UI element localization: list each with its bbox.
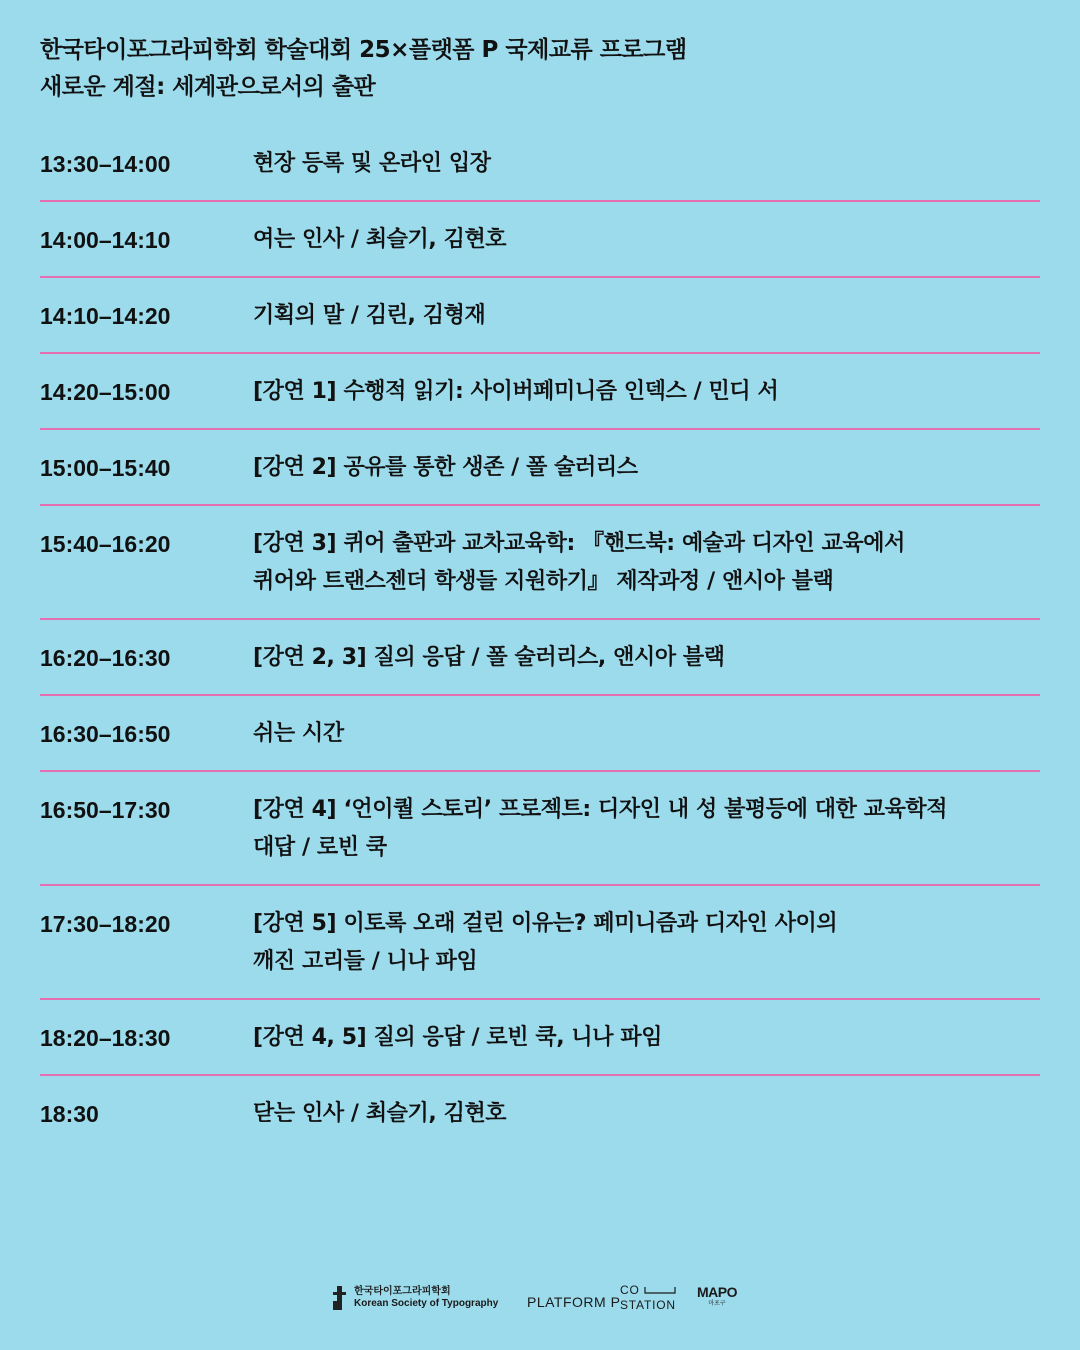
session-time: 16:20–16:30: [40, 645, 171, 671]
session-title-line: 여는 인사 / 최슬기, 김현호: [253, 227, 507, 252]
session-time: 15:00–15:40: [40, 455, 171, 481]
kst-mark-icon: [333, 1286, 346, 1310]
session-title-line: [강연 1] 수행적 읽기: 사이버페미니즘 인덱스 / 민디 서: [253, 379, 779, 404]
session-time: 18:30: [40, 1101, 99, 1127]
session-title-line: [강연 4, 5] 질의 응답 / 로빈 쿡, 니나 파임: [253, 1025, 663, 1050]
platform-p-logo: PLATFORM P: [527, 1294, 621, 1310]
mapo-sub: 마포구: [708, 1300, 726, 1307]
schedule-row: [40, 278, 1040, 354]
co-station-bracket-icon: [644, 1287, 676, 1295]
session-time: 18:20–18:30: [40, 1025, 171, 1051]
session-time: 15:40–16:20: [40, 531, 171, 557]
session-time: 16:30–16:50: [40, 721, 171, 747]
session-title-line: [강연 4] ‘언이퀄 스토리’ 프로젝트: 디자인 내 성 불평등에 대한 교육학적: [253, 797, 948, 822]
session-time: 17:30–18:20: [40, 911, 171, 937]
co-station-bottom: STATION: [620, 1298, 676, 1312]
co-station-logo: [620, 1283, 676, 1313]
page-header: [40, 32, 1040, 106]
mapo-mark: MAPO: [697, 1284, 737, 1300]
session-title-line: 퀴어와 트랜스젠더 학생들 지원하기』 제작과정 / 앤시아 블랙: [253, 569, 834, 594]
session-time: 14:00–14:10: [40, 227, 171, 253]
session-title-line: [강연 2, 3] 질의 응답 / 폴 술러리스, 앤시아 블랙: [253, 645, 725, 670]
session-time: 14:10–14:20: [40, 303, 171, 329]
session-title-line: 대답 / 로빈 쿡: [253, 835, 387, 860]
session-title: [253, 373, 1040, 411]
kst-korean-name: 한국타이포그라피학회: [354, 1286, 451, 1297]
schedule-row: [40, 620, 1040, 696]
sponsor-footer: [0, 1278, 1080, 1318]
schedule-row: [40, 354, 1040, 430]
schedule-row: [40, 696, 1040, 772]
session-title: [253, 525, 1040, 601]
session-title-line: 닫는 인사 / 최슬기, 김현호: [253, 1101, 507, 1126]
kst-english-name: Korean Society of Typography: [354, 1298, 499, 1309]
schedule-row: [40, 430, 1040, 506]
co-station-top: CO: [620, 1283, 640, 1297]
session-title: [253, 449, 1040, 487]
session-title-line: 깨진 고리들 / 니나 파임: [253, 949, 478, 974]
session-title: [253, 1019, 1040, 1057]
session-title: [253, 715, 1040, 753]
session-title: [253, 639, 1040, 677]
kst-logo: [333, 1286, 498, 1310]
session-title: [253, 905, 1040, 981]
schedule-row: [40, 126, 1040, 202]
session-title-line: [강연 5] 이토록 오래 걸린 이유는? 페미니즘과 디자인 사이의: [253, 911, 838, 936]
session-title-line: 현장 등록 및 온라인 입장: [253, 151, 491, 176]
mapo-logo: [697, 1284, 737, 1308]
session-title-line: 쉬는 시간: [253, 721, 344, 746]
session-title: [253, 221, 1040, 259]
schedule-row: [40, 772, 1040, 886]
session-time: 13:30–14:00: [40, 151, 171, 177]
event-title: 한국타이포그라피학회 학술대회 25×플랫폼 P 국제교류 프로그램: [40, 37, 687, 63]
session-title: [253, 297, 1040, 335]
event-subtitle: 새로운 계절: 세계관으로서의 출판: [40, 74, 376, 100]
session-title: [253, 1095, 1040, 1133]
schedule-row: [40, 1000, 1040, 1076]
session-title: [253, 791, 1040, 867]
schedule-row: [40, 886, 1040, 1000]
session-title-line: [강연 2] 공유를 통한 생존 / 폴 술러리스: [253, 455, 638, 480]
session-title-line: 기획의 말 / 김린, 김형재: [253, 303, 486, 328]
schedule-row: [40, 1076, 1040, 1150]
session-title-line: [강연 3] 퀴어 출판과 교차교육학: 『핸드북: 예술과 디자인 교육에서: [253, 531, 905, 556]
session-title: [253, 145, 1040, 183]
schedule-list: [40, 126, 1040, 1150]
session-time: 16:50–17:30: [40, 797, 171, 823]
schedule-row: [40, 506, 1040, 620]
schedule-row: [40, 202, 1040, 278]
session-time: 14:20–15:00: [40, 379, 171, 405]
